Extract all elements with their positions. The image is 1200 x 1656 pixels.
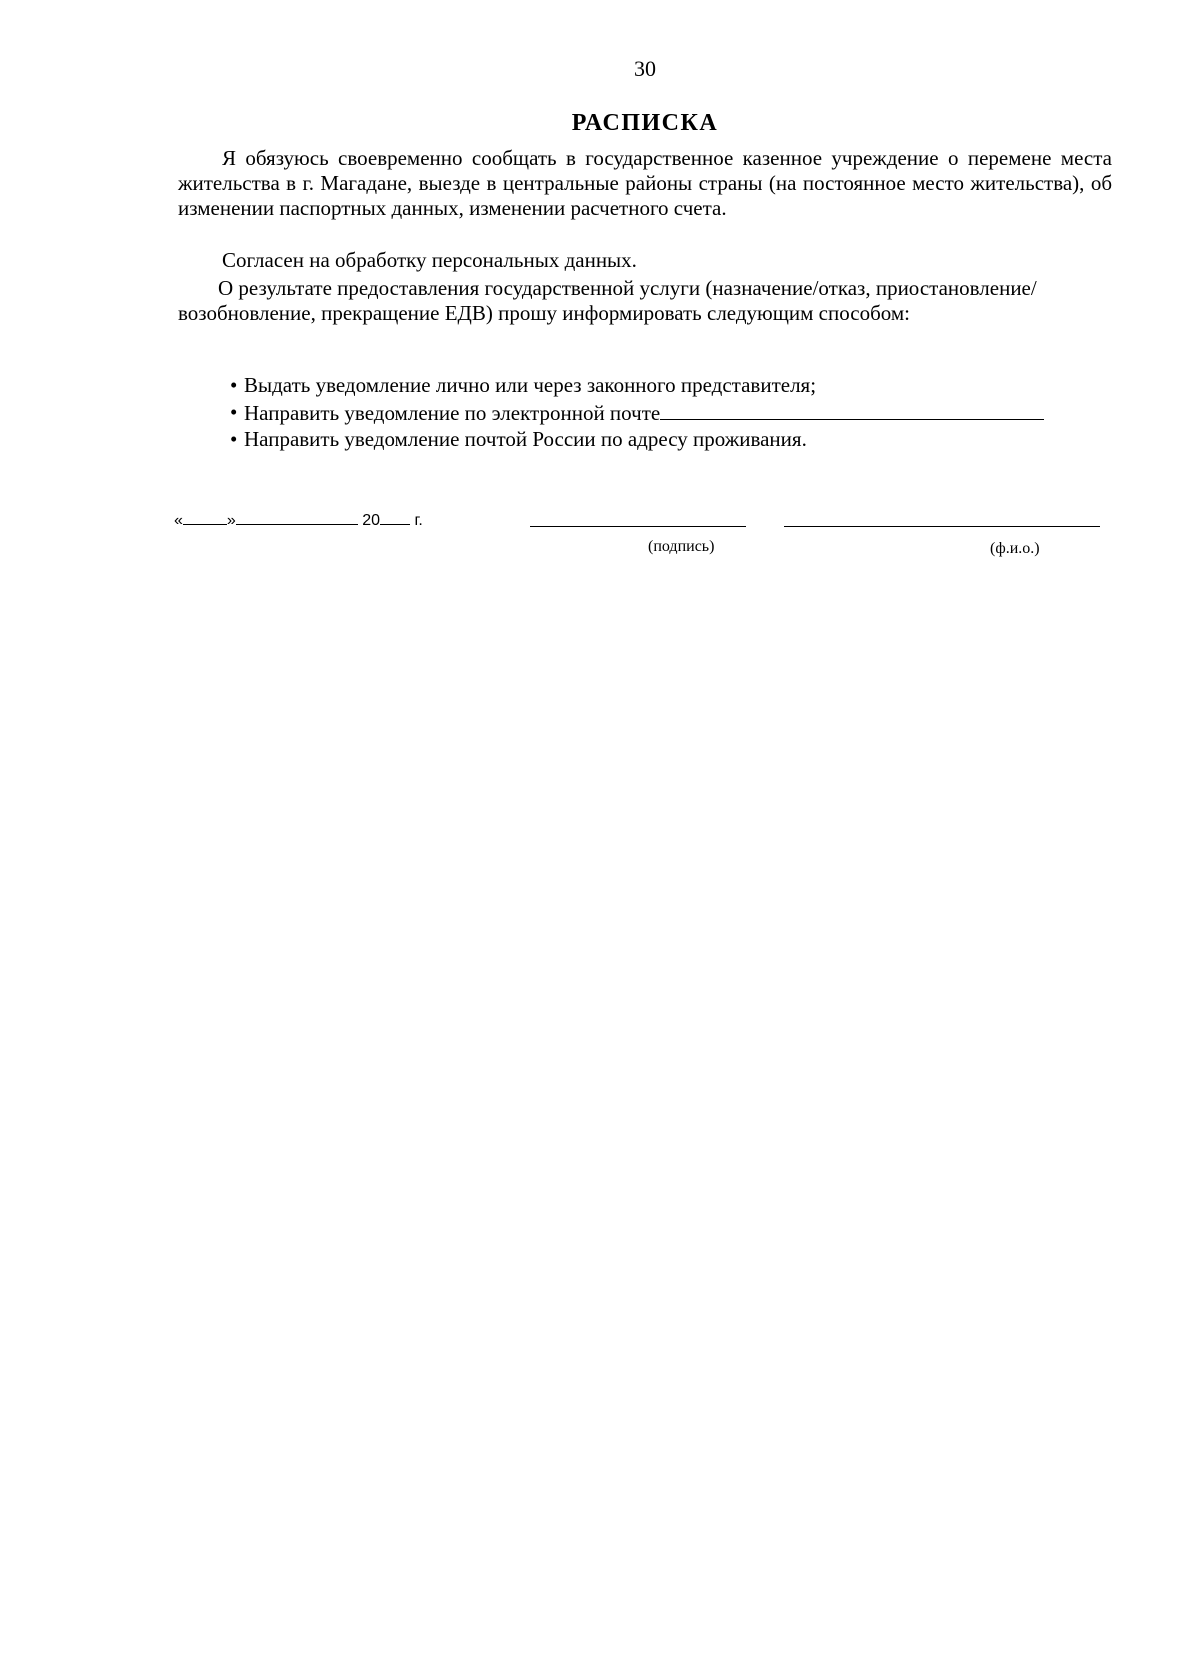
year-blank-line[interactable] — [380, 510, 410, 525]
day-blank-line[interactable] — [183, 510, 227, 525]
signature-caption: (подпись) — [648, 538, 715, 555]
obligation-paragraph: Я обязуюсь своевременно сообщать в государственное казенное учреждение о перемене места жительства в г. Магадане, выезде в центральные районы страны (на постоянное место жительства), об изменении паспортных данных, изменении расчетного счета. — [178, 146, 1112, 220]
bullet-icon: • — [230, 400, 238, 424]
open-quote: « — [174, 512, 183, 529]
month-blank-line[interactable] — [236, 510, 358, 525]
option-in-person — [230, 372, 1120, 399]
option-post — [230, 426, 1120, 453]
signature-row — [174, 510, 1134, 570]
date-field — [174, 510, 423, 530]
page-number: 30 — [634, 56, 656, 81]
bullet-icon: • — [230, 373, 238, 397]
year-prefix: 20 — [362, 512, 381, 529]
notification-method-paragraph: О результате предоставления государственной услуги (назначение/отказ, приостановление/возобновление, прекращение ЕДВ) прошу информировать следующим способом: — [178, 276, 1037, 325]
year-suffix: г. — [414, 512, 423, 529]
document-title: РАСПИСКА — [571, 110, 719, 136]
close-quote: » — [226, 512, 236, 529]
fio-caption: (ф.и.о.) — [990, 540, 1040, 557]
consent-paragraph: Согласен на обработку персональных данных. — [222, 248, 637, 272]
email-blank-line[interactable] — [660, 399, 1044, 420]
bullet-icon: • — [230, 427, 238, 451]
option-label: Направить уведомление по электронной почте — [244, 401, 661, 425]
option-label: Выдать уведомление лично или через законного представителя; — [244, 373, 817, 397]
signature-blank-line[interactable] — [530, 526, 746, 527]
option-email — [230, 399, 1120, 426]
option-label: Направить уведомление почтой России по адресу проживания. — [244, 427, 807, 451]
fio-blank-line[interactable] — [784, 526, 1100, 527]
notification-options-list — [230, 372, 1120, 453]
